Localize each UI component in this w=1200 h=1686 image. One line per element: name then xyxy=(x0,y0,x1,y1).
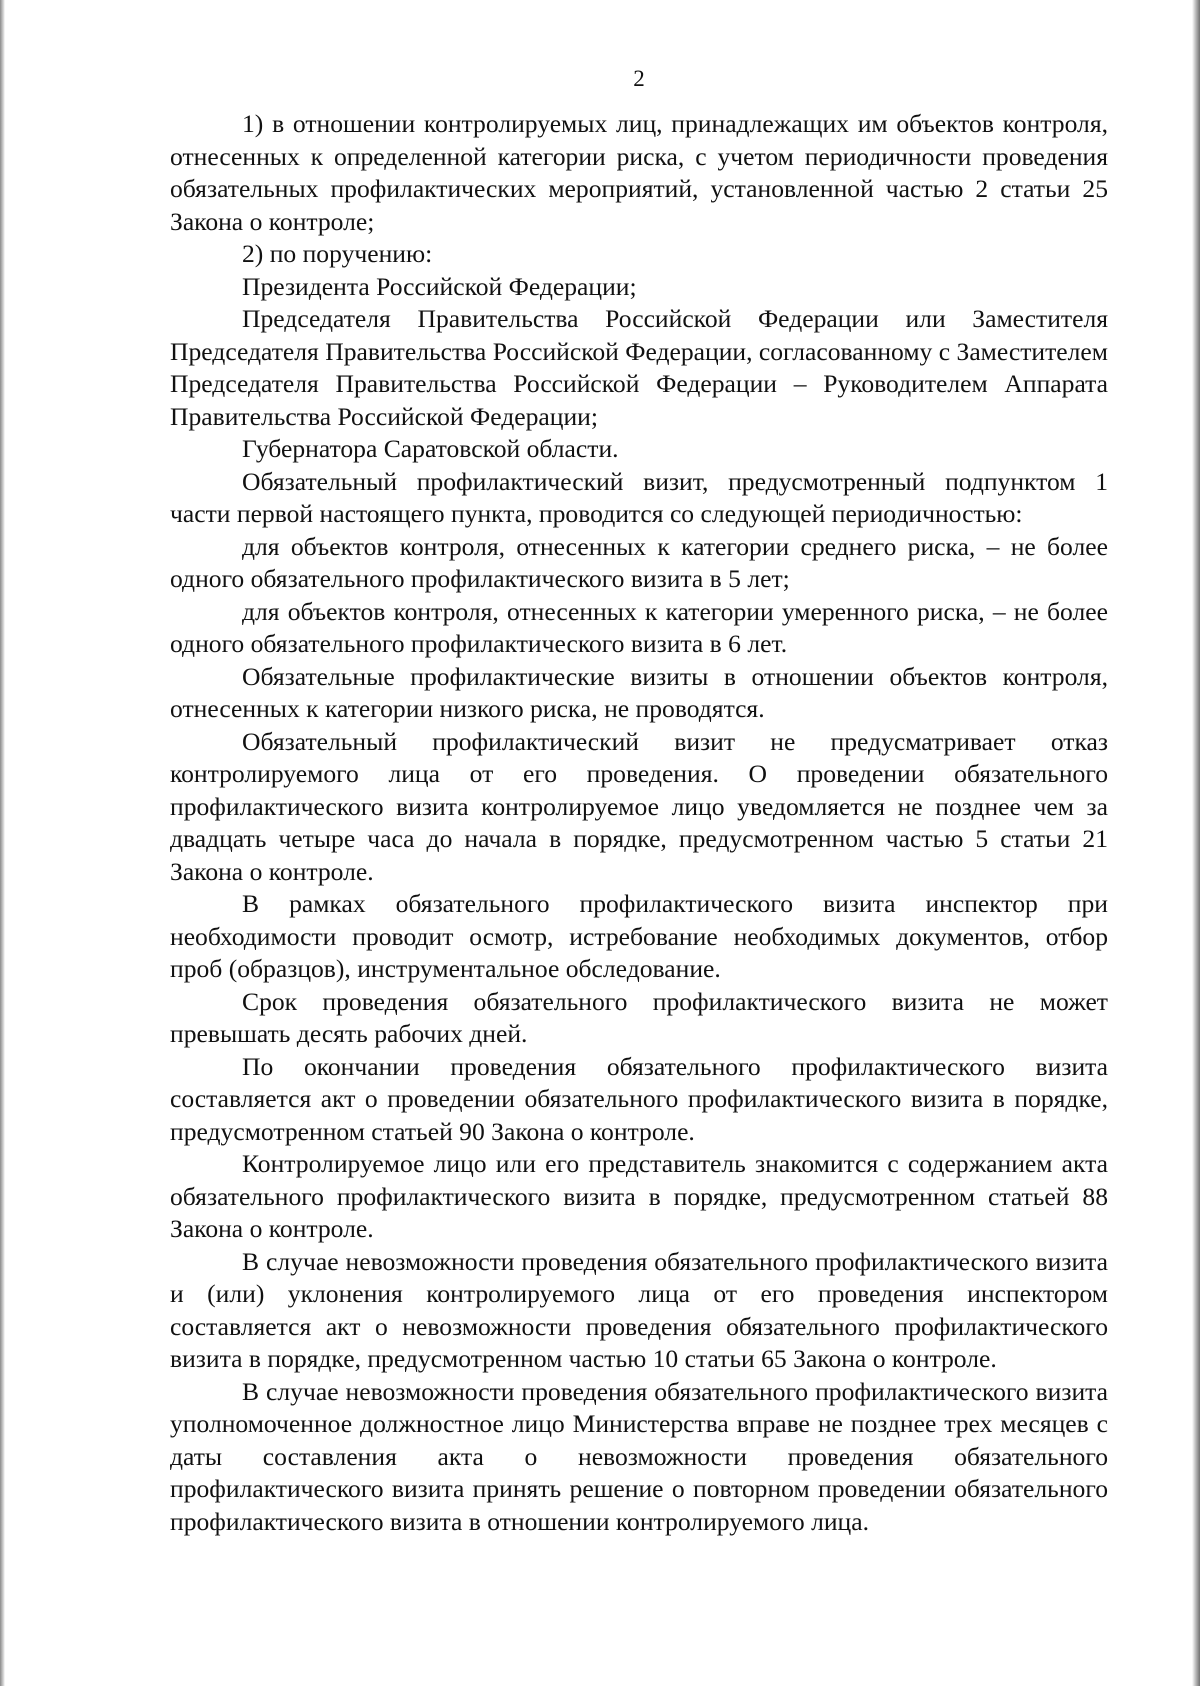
paragraph-11: В рамках обязательного профилактического визита инспектор при необходимости проводит осмотр, истребование необходимых документов, отбор проб (образцов), инструментальное обследование. xyxy=(170,889,1108,983)
scan-edge-right xyxy=(1192,0,1200,1686)
paragraph-item-1: 1) в отношении контролируемых лиц, принадлежащих им объектов контроля, отнесенных к определенной категории риска, с учетом периодичности проведения обязательных профилактических мероприятий, установленной частью 2 статьи 25 Закона о контроле; xyxy=(170,109,1108,236)
page-number: 2 xyxy=(633,66,645,91)
paragraph-item-5: Губернатора Саратовской области. xyxy=(242,434,619,463)
paragraph-item-4: Председателя Правительства Российской Федерации или Заместителя Председателя Правительства Российской Федерации, согласованному с Заместителем Председателя Правительства Российской Федерации – Руководителем Аппарата Правительства Российской Федерации; xyxy=(170,304,1108,431)
paragraph-6: Обязательный профилактический визит, предусмотренный подпунктом 1 части первой настоящего пункта, проводится со следующей периодичностью: xyxy=(170,466,1108,528)
paragraph-13: По окончании проведения обязательного профилактического визита составляется акт о проведении обязательного профилактического визита в порядке, предусмотренном статьей 90 Закона о контроле. xyxy=(170,1051,1108,1146)
paragraph-14: Контролируемое лицо или его представитель знакомится с содержанием акта обязательного профилактического визита в порядке, предусмотренном статьей 88 Закона о контроле. xyxy=(170,1149,1108,1243)
paragraph-15: В случае невозможности проведения обязательного профилактического визита и (или) уклонения контролируемого лица от его проведения инспектором составляется акт о невозможности проведения обязательного профилактического визита в порядке, предусмотренном частью 10 статьи 65 Закона о контроле. xyxy=(170,1246,1108,1373)
paragraph-7: для объектов контроля, отнесенных к категории среднего риска, – не более одного обязательного профилактического визита в 5 лет; xyxy=(170,531,1108,593)
paragraph-16: В случае невозможности проведения обязательного профилактического визита уполномоченное должностное лицо Министерства вправе не позднее трех месяцев с даты составления акта о невозможности проведения обязательного профилактического визита принять решение о повторном проведении обязательного профилактического визита в отношении контролируемого лица. xyxy=(170,1376,1108,1536)
scan-edge-left xyxy=(0,0,5,1686)
paragraph-item-2: 2) по поручению: xyxy=(242,239,433,268)
paragraph-12: Срок проведения обязательного профилактического визита не может превышать десять рабочих дней. xyxy=(170,986,1108,1048)
paragraph-10: Обязательный профилактический визит не предусматривает отказ контролируемого лица от его проведения. О проведении обязательного профилактического визита контролируемое лицо уведомляется не позднее чем за двадцать четыре часа до начала в порядке, предусмотренном частью 5 статьи 21 Закона о контроле. xyxy=(170,726,1108,886)
paragraph-item-3: Президента Российской Федерации; xyxy=(242,271,637,301)
paragraph-9: Обязательные профилактические визиты в отношении объектов контроля, отнесенных к категории низкого риска, не проводятся. xyxy=(170,661,1108,723)
document-body xyxy=(170,108,1108,1538)
paragraph-8: для объектов контроля, отнесенных к категории умеренного риска, – не более одного обязательного профилактического визита в 6 лет. xyxy=(170,596,1108,658)
